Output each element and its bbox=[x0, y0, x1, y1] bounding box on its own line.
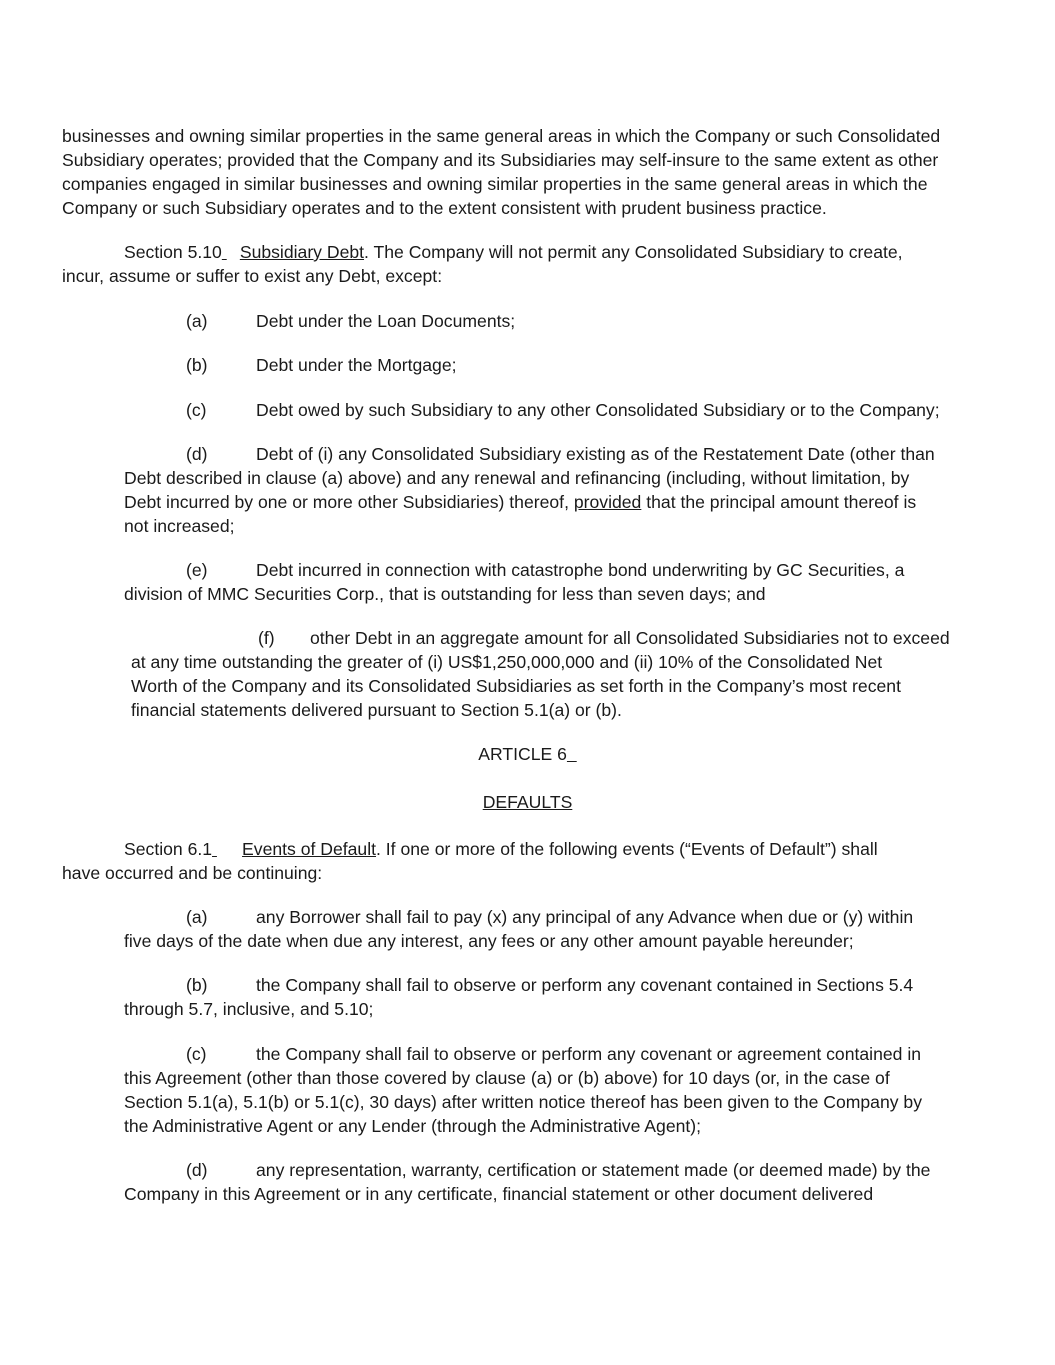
article-title-line bbox=[0, 790, 1055, 814]
article-heading bbox=[0, 742, 1055, 766]
item-label: (f) bbox=[258, 628, 275, 648]
item-label: (d) bbox=[186, 1160, 208, 1180]
article-number: ARTICLE 6 bbox=[478, 744, 567, 764]
item-text: this Agreement (other than those covered by clause (a) or (b) above) for 10 days (or, in the case of bbox=[124, 1068, 890, 1088]
item-text: Debt under the Mortgage; bbox=[256, 355, 457, 375]
item-label: (e) bbox=[186, 560, 208, 580]
section-6-1-line-2: have occurred and be continuing: bbox=[62, 863, 323, 883]
item-label: (a) bbox=[186, 311, 208, 331]
section-6-1-heading-line bbox=[124, 837, 878, 861]
section-text: . If one or more of the following events (“Events of Default”) shall bbox=[376, 839, 878, 859]
item-label: (d) bbox=[186, 444, 208, 464]
item-text: Debt owed by such Subsidiary to any other Consolidated Subsidiary or to the Company; bbox=[256, 400, 940, 420]
item-text: Company in this Agreement or in any certificate, financial statement or other document delivered bbox=[124, 1184, 874, 1204]
item-text: Worth of the Company and its Consolidated Subsidiaries as set forth in the Company’s most recent bbox=[131, 676, 901, 696]
article-heading-gap bbox=[567, 744, 577, 764]
item-text: Debt under the Loan Documents; bbox=[256, 311, 516, 331]
item-text: the Company shall fail to observe or perform any covenant contained in Sections 5.4 bbox=[256, 975, 914, 995]
item-label: (a) bbox=[186, 907, 208, 927]
section-number: Section 6.1 bbox=[124, 839, 213, 859]
section-number: Section 5.10 bbox=[124, 242, 222, 262]
item-text: five days of the date when due any interest, any fees or any other amount payable hereunder; bbox=[124, 931, 854, 951]
article-title: DEFAULTS bbox=[482, 792, 573, 812]
item-text: the Administrative Agent or any Lender (through the Administrative Agent); bbox=[124, 1116, 702, 1136]
section-title-gap bbox=[222, 240, 240, 264]
intro-line-1: businesses and owning similar properties in the same general areas in which the Company or such Consolidated bbox=[62, 126, 941, 146]
item-label: (b) bbox=[186, 355, 208, 375]
item-text: other Debt in an aggregate amount for all Consolidated Subsidiaries not to exceed bbox=[310, 628, 950, 648]
item-text: any representation, warranty, certification or statement made (or deemed made) by the bbox=[256, 1160, 931, 1180]
item-text: the Company shall fail to observe or perform any covenant or agreement contained in bbox=[256, 1044, 922, 1064]
section-title: Events of Default bbox=[242, 839, 377, 859]
item-text: Debt described in clause (a) above) and any renewal and refinancing (including, without limitation, by bbox=[124, 468, 910, 488]
item-label: (c) bbox=[186, 1044, 207, 1064]
section-5-10-line-2: incur, assume or suffer to exist any Debt, except: bbox=[62, 266, 443, 286]
intro-line-4: Company or such Subsidiary operates and to the extent consistent with prudent business practice. bbox=[62, 198, 827, 218]
item-label: (c) bbox=[186, 400, 207, 420]
section-title: Subsidiary Debt bbox=[239, 242, 365, 262]
section-title-gap bbox=[212, 837, 242, 861]
item-text: any Borrower shall fail to pay (x) any principal of any Advance when due or (y) within bbox=[256, 907, 914, 927]
item-text: division of MMC Securities Corp., that is outstanding for less than seven days; and bbox=[124, 584, 766, 604]
item-text: at any time outstanding the greater of (i) US$1,250,000,000 and (ii) 10% of the Consolidated Net bbox=[131, 652, 883, 672]
intro-line-3: companies engaged in similar businesses and owning similar properties in the same general areas in which the bbox=[62, 174, 928, 194]
item-text: Debt incurred in connection with catastrophe bond underwriting by GC Securities, a bbox=[256, 560, 905, 580]
item-text: Section 5.1(a), 5.1(b) or 5.1(c), 30 days) after written notice thereof has been given to the Company by bbox=[124, 1092, 923, 1112]
provided-term: provided bbox=[573, 492, 642, 512]
item-label: (b) bbox=[186, 975, 208, 995]
item-text: Debt of (i) any Consolidated Subsidiary existing as of the Restatement Date (other than bbox=[256, 444, 935, 464]
item-text: not increased; bbox=[124, 516, 235, 536]
item-text: financial statements delivered pursuant to Section 5.1(a) or (b). bbox=[131, 700, 622, 720]
intro-line-2: Subsidiary operates; provided that the Company and its Subsidiaries may self-insure to the same extent as other bbox=[62, 150, 939, 170]
item-text-line bbox=[124, 490, 916, 514]
item-text: that the principal amount thereof is bbox=[641, 492, 917, 512]
item-text: through 5.7, inclusive, and 5.10; bbox=[124, 999, 374, 1019]
item-text: Debt incurred by one or more other Subsidiaries) thereof, bbox=[124, 492, 574, 512]
section-text: . The Company will not permit any Consolidated Subsidiary to create, bbox=[364, 242, 903, 262]
section-5-10-heading-line bbox=[124, 240, 903, 264]
